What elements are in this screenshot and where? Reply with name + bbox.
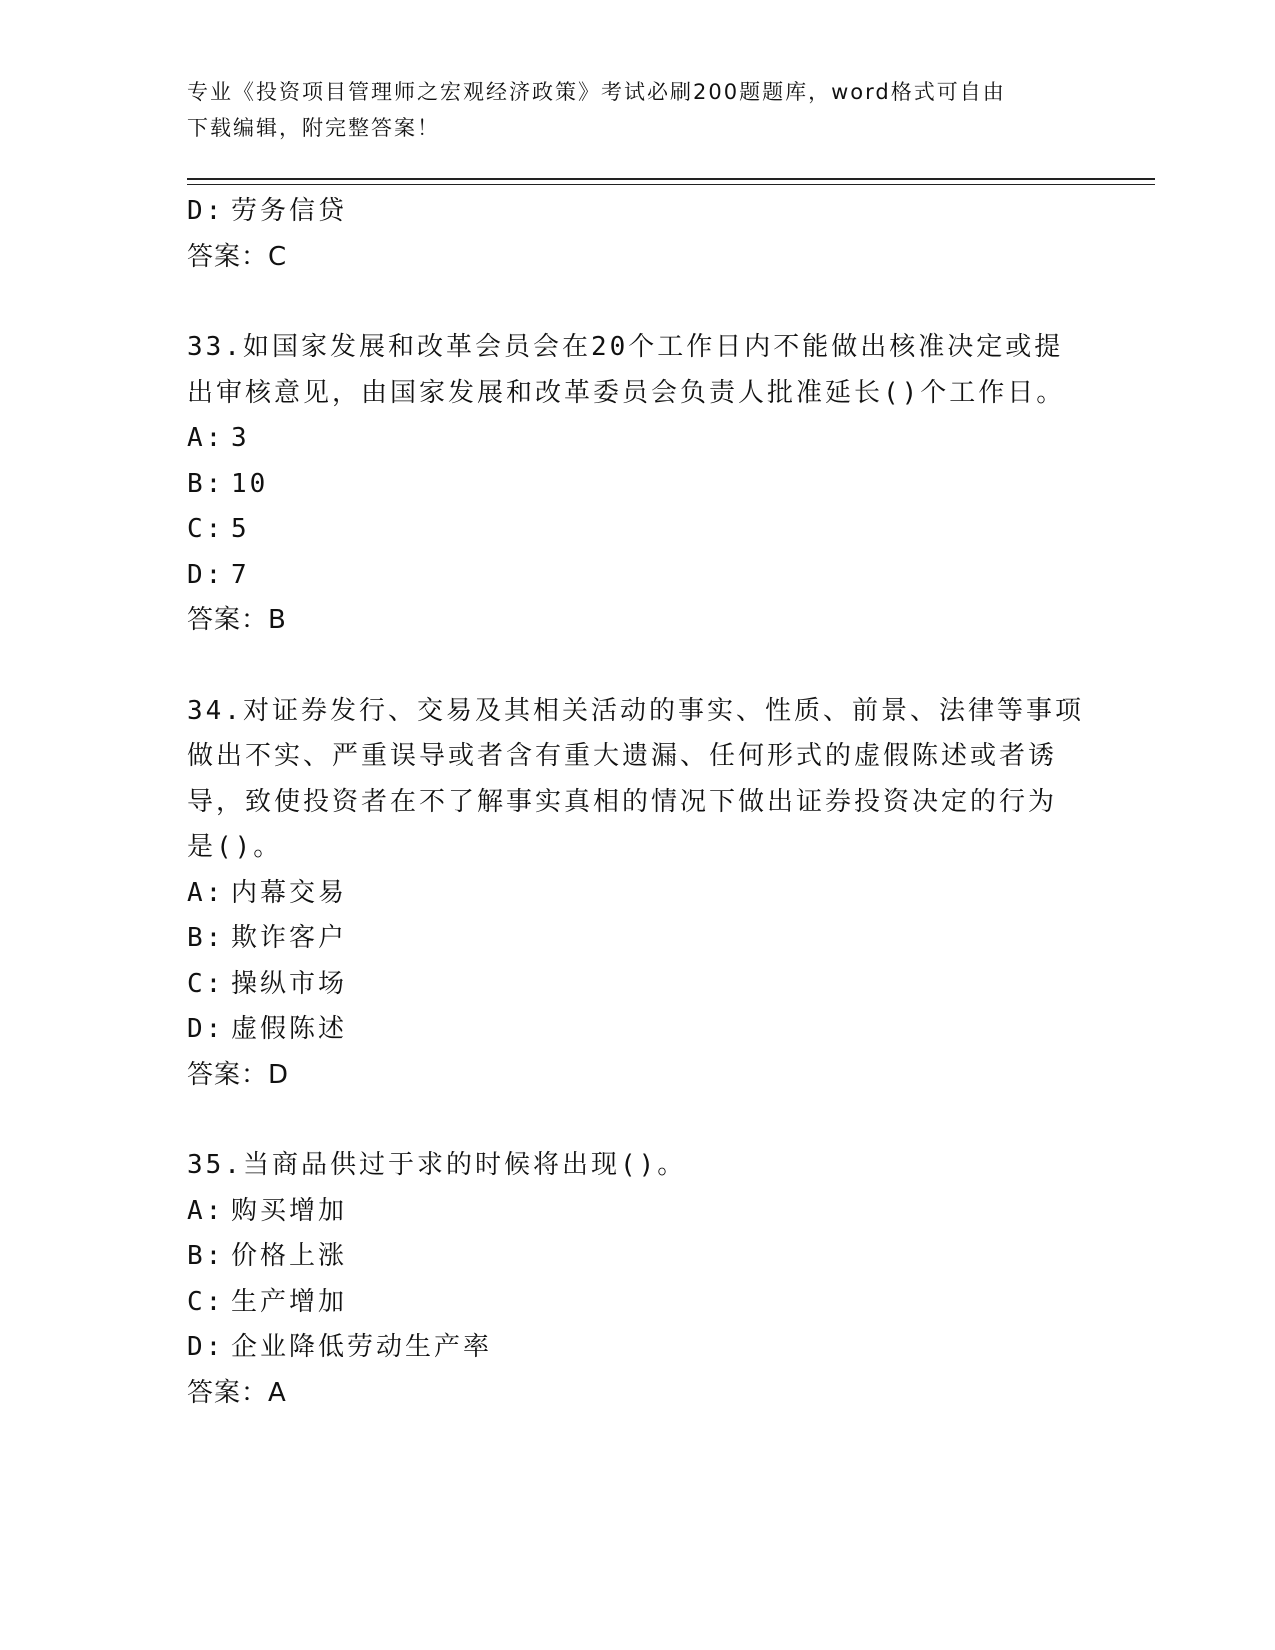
option-key: C:	[187, 968, 225, 999]
question-block	[187, 689, 1087, 1099]
option-line	[187, 1189, 1087, 1235]
question-stem-line: 导，致使投资者在不了解事实真相的情况下做出证券投资决定的行为	[187, 786, 1058, 817]
option-line	[187, 1007, 1087, 1053]
answer-line: 答案：A	[187, 1377, 287, 1408]
question-block	[187, 325, 1087, 644]
option-text: 操纵市场	[231, 968, 348, 999]
option-text: 3	[231, 423, 250, 453]
document-header	[187, 74, 1087, 146]
spacer	[187, 1098, 1087, 1143]
option-text: 企业降低劳动生产率	[231, 1332, 493, 1362]
option-line	[187, 1280, 1087, 1326]
option-key: D:	[187, 559, 225, 590]
option-text: 生产增加	[231, 1286, 348, 1317]
question-block	[187, 1143, 1087, 1416]
option-text: 10	[231, 468, 269, 499]
option-text: 5	[231, 514, 250, 544]
answer-line: 答案：D	[187, 1059, 290, 1090]
answer-line: 答案：B	[187, 605, 287, 635]
option-key: D:	[187, 1014, 225, 1044]
option-line	[187, 416, 1087, 462]
option-key: A:	[187, 423, 225, 453]
option-text: 劳务信贷	[231, 196, 348, 226]
option-text: 价格上涨	[231, 1241, 348, 1271]
option-text: 内幕交易	[231, 877, 348, 908]
option-line	[187, 507, 1087, 553]
option-key: B:	[187, 1241, 225, 1271]
question-stem-line: 33.如国家发展和改革会员会在20个工作日内不能做出核准决定或提	[187, 332, 1064, 362]
option-key: D:	[187, 196, 225, 226]
option-line	[187, 916, 1087, 962]
question-stem-line: 是()。	[187, 832, 283, 862]
question-stem-line: 34.对证券发行、交易及其相关活动的事实、性质、前景、法律等事项	[187, 695, 1084, 726]
option-line	[187, 1234, 1087, 1280]
question-stem-line: 做出不实、严重误导或者含有重大遗漏、任何形式的虚假陈述或者诱	[187, 741, 1058, 771]
header-line-2: 下载编辑，附完整答案！	[187, 116, 440, 140]
option-key: B:	[187, 468, 225, 499]
option-key: B:	[187, 923, 225, 953]
header-rule-thick	[187, 178, 1155, 180]
question-stem-line: 35.当商品供过于求的时候将出现()。	[187, 1150, 687, 1180]
spacer	[187, 644, 1087, 689]
option-text: 7	[231, 559, 250, 590]
option-line	[187, 962, 1087, 1008]
option-key: A:	[187, 1195, 225, 1226]
option-text: 虚假陈述	[231, 1014, 348, 1044]
answer-line: 答案：C	[187, 241, 288, 272]
option-line	[187, 462, 1087, 508]
option-line	[187, 189, 1087, 235]
option-line	[187, 871, 1087, 917]
header-line-1: 专业《投资项目管理师之宏观经济政策》考试必刷200题题库，word格式可自由	[187, 80, 1006, 104]
option-key: C:	[187, 1286, 225, 1317]
option-line	[187, 1325, 1087, 1371]
option-text: 购买增加	[231, 1195, 348, 1226]
option-key: D:	[187, 1332, 225, 1362]
option-line	[187, 553, 1087, 599]
header-rule-thin	[187, 184, 1155, 185]
option-key: A:	[187, 877, 225, 908]
question-stem-line: 出审核意见，由国家发展和改革委员会负责人批准延长()个工作日。	[187, 377, 1066, 408]
option-key: C:	[187, 514, 225, 544]
question-content	[187, 189, 1087, 1416]
option-text: 欺诈客户	[231, 923, 348, 953]
spacer	[187, 280, 1087, 325]
